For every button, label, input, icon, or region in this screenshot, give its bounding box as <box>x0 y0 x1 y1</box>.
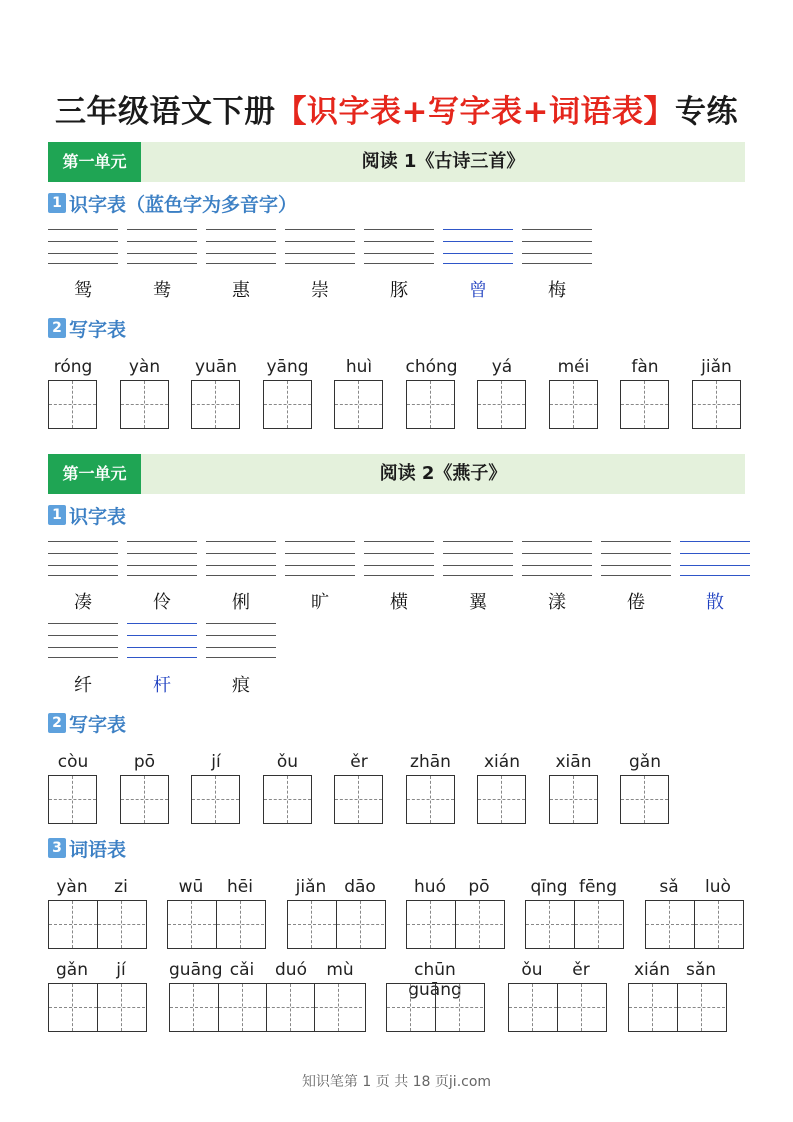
title-prefix: 三年级语文下册 <box>55 94 276 130</box>
pinyin: fēng <box>578 877 617 897</box>
character: 痕 <box>232 675 250 696</box>
grid-cell[interactable] <box>288 901 336 948</box>
character: 梅 <box>548 280 566 301</box>
character: 倦 <box>627 592 645 613</box>
grid-cell[interactable] <box>455 901 503 948</box>
page-title <box>0 86 793 131</box>
pinyin: yàn <box>128 357 161 377</box>
writing-lines[interactable] <box>206 623 276 657</box>
writing-grid-box[interactable] <box>48 775 97 824</box>
pinyin: ěr <box>350 752 368 772</box>
grid-cell[interactable] <box>314 984 362 1031</box>
writing-grid-box[interactable] <box>692 380 741 429</box>
word-grid[interactable] <box>645 900 744 949</box>
pinyin: jiǎn <box>701 357 732 377</box>
character: 惠 <box>232 280 250 301</box>
writing-lines[interactable] <box>285 229 355 263</box>
writing-grid-box[interactable] <box>477 775 526 824</box>
grid-cell[interactable] <box>97 984 145 1031</box>
grid-cell[interactable] <box>387 984 435 1031</box>
grid-cell[interactable] <box>407 901 455 948</box>
pinyin: sǎ <box>659 877 679 897</box>
writing-grid-box[interactable] <box>334 380 383 429</box>
grid-cell[interactable] <box>677 984 725 1031</box>
writing-lines[interactable] <box>285 541 355 575</box>
character: 纤 <box>74 675 92 696</box>
section-label: 识字表（蓝色字为多音字） <box>69 193 298 216</box>
section-heading-recognize <box>48 191 297 215</box>
pinyin: jiǎn <box>295 877 327 897</box>
grid-cell[interactable] <box>694 901 742 948</box>
word-grid[interactable] <box>48 983 147 1032</box>
writing-lines[interactable] <box>127 541 197 575</box>
character: 豚 <box>390 280 408 301</box>
writing-lines[interactable] <box>127 229 197 263</box>
pinyin: gǎn <box>56 960 88 980</box>
writing-lines[interactable] <box>680 541 750 575</box>
writing-lines[interactable] <box>48 541 118 575</box>
pinyin: sǎn <box>685 960 717 980</box>
pinyin: ǒu <box>276 752 299 772</box>
character: 旷 <box>311 592 329 613</box>
pinyin: xiān <box>555 752 592 772</box>
writing-lines[interactable] <box>443 541 513 575</box>
grid-cell[interactable] <box>336 901 384 948</box>
polyphone-character: 散 <box>706 592 724 613</box>
pinyin: chóng <box>405 357 458 377</box>
writing-lines[interactable] <box>48 623 118 657</box>
writing-lines[interactable] <box>206 541 276 575</box>
pinyin: duó <box>275 960 307 980</box>
character: 鸳 <box>74 280 92 301</box>
character: 伶 <box>153 592 171 613</box>
writing-grid-box[interactable] <box>620 775 669 824</box>
pinyin: huó <box>414 877 446 897</box>
writing-lines[interactable] <box>522 541 592 575</box>
pinyin: pō <box>468 877 490 897</box>
writing-grid-box[interactable] <box>549 380 598 429</box>
section-label: 写字表 <box>69 713 127 736</box>
writing-lines[interactable] <box>364 541 434 575</box>
word-grid[interactable] <box>287 900 386 949</box>
character: 凑 <box>74 592 92 613</box>
section-label: 写字表 <box>69 318 127 341</box>
pinyin: pō <box>133 752 156 772</box>
writing-lines[interactable] <box>443 229 513 263</box>
grid-cell[interactable] <box>557 984 605 1031</box>
pinyin: cǎi <box>229 960 255 980</box>
unit-tag: 第一单元 <box>48 142 141 182</box>
grid-cell[interactable] <box>526 901 574 948</box>
section-number: 1 <box>48 505 66 525</box>
writing-lines[interactable] <box>206 229 276 263</box>
pinyin: wū <box>178 877 204 897</box>
section-label: 词语表 <box>69 838 127 861</box>
pinyin: guāng <box>169 960 223 980</box>
writing-grid-box[interactable] <box>406 380 455 429</box>
writing-grid-box[interactable] <box>334 775 383 824</box>
section-label: 识字表 <box>69 505 127 528</box>
pinyin: zhān <box>410 752 451 772</box>
writing-grid-box[interactable] <box>406 775 455 824</box>
word-grid[interactable] <box>48 900 147 949</box>
writing-grid-box[interactable] <box>549 775 598 824</box>
writing-grid-box[interactable] <box>48 380 97 429</box>
grid-cell[interactable] <box>218 984 266 1031</box>
grid-cell[interactable] <box>509 984 557 1031</box>
writing-grid-box[interactable] <box>191 380 240 429</box>
title-highlight: 【识字表+写字表+词语表】 <box>275 94 675 130</box>
grid-cell[interactable] <box>49 901 97 948</box>
pinyin: còu <box>57 752 89 772</box>
character: 鸯 <box>153 280 171 301</box>
writing-lines[interactable] <box>48 229 118 263</box>
character: 翼 <box>469 592 487 613</box>
polyphone-character: 曾 <box>469 280 487 301</box>
pinyin: luò <box>705 877 731 897</box>
pinyin: fàn <box>631 357 659 377</box>
pinyin: yāng <box>266 357 309 377</box>
character: 漾 <box>548 592 566 613</box>
writing-grid-box[interactable] <box>120 775 169 824</box>
writing-lines[interactable] <box>364 229 434 263</box>
page-footer: 知识笔第 1 页 共 18 页ji.com <box>301 1074 492 1090</box>
pinyin: róng <box>53 357 93 377</box>
pinyin: ǒu <box>521 960 543 980</box>
writing-grid-box[interactable] <box>620 380 669 429</box>
writing-grid-box[interactable] <box>120 380 169 429</box>
unit-banner-2 <box>48 454 745 494</box>
word-grid[interactable] <box>628 983 727 1032</box>
pinyin: hēi <box>227 877 253 897</box>
pinyin: chūn guāng <box>408 960 462 1000</box>
grid-cell[interactable] <box>574 901 622 948</box>
grid-cell[interactable] <box>170 984 218 1031</box>
word-grid[interactable] <box>386 983 485 1032</box>
grid-cell[interactable] <box>216 901 264 948</box>
section-number: 2 <box>48 713 66 733</box>
writing-grid-box[interactable] <box>263 380 312 429</box>
grid-cell[interactable] <box>49 984 97 1031</box>
pinyin: xián <box>484 752 520 772</box>
unit-banner-1 <box>48 142 745 182</box>
unit-tag: 第一单元 <box>48 454 141 494</box>
section-number: 1 <box>48 193 66 213</box>
grid-cell[interactable] <box>646 901 694 948</box>
pinyin: qīng <box>530 877 568 897</box>
grid-cell[interactable] <box>435 984 483 1031</box>
lesson-title: 阅读 1《古诗三首》 <box>361 151 525 172</box>
pinyin: huì <box>345 357 373 377</box>
writing-grid-box[interactable] <box>477 380 526 429</box>
pinyin: gǎn <box>629 752 661 772</box>
character: 俐 <box>232 592 250 613</box>
writing-lines[interactable] <box>601 541 671 575</box>
section-heading-write <box>48 711 126 735</box>
pinyin: méi <box>557 357 590 377</box>
pinyin: mù <box>326 960 354 980</box>
pinyin: yá <box>491 357 513 377</box>
character: 横 <box>390 592 408 613</box>
writing-lines[interactable] <box>522 229 592 263</box>
section-number: 2 <box>48 318 66 338</box>
pinyin: xián <box>634 960 670 980</box>
pinyin: zi <box>114 877 128 897</box>
word-grid[interactable] <box>167 900 266 949</box>
section-heading-words <box>48 836 126 860</box>
word-grid[interactable] <box>525 900 624 949</box>
grid-cell[interactable] <box>168 901 216 948</box>
writing-lines[interactable] <box>127 623 197 657</box>
pinyin: dāo <box>344 877 376 897</box>
pinyin: yàn <box>56 877 88 897</box>
grid-cell[interactable] <box>266 984 314 1031</box>
writing-grid-box[interactable] <box>263 775 312 824</box>
word-grid[interactable] <box>169 983 366 1032</box>
title-suffix: 专练 <box>674 94 738 130</box>
character: 崇 <box>311 280 329 301</box>
polyphone-character: 杆 <box>153 675 171 696</box>
pinyin: ěr <box>572 960 590 980</box>
section-heading-write <box>48 316 126 340</box>
grid-cell[interactable] <box>97 901 145 948</box>
section-heading-recognize <box>48 503 126 527</box>
lesson-title: 阅读 2《燕子》 <box>379 463 507 484</box>
section-number: 3 <box>48 838 66 858</box>
grid-cell[interactable] <box>629 984 677 1031</box>
word-grid[interactable] <box>406 900 505 949</box>
pinyin: jí <box>211 752 221 772</box>
pinyin: yuān <box>194 357 238 377</box>
pinyin: jí <box>116 960 126 980</box>
word-grid[interactable] <box>508 983 607 1032</box>
writing-grid-box[interactable] <box>191 775 240 824</box>
